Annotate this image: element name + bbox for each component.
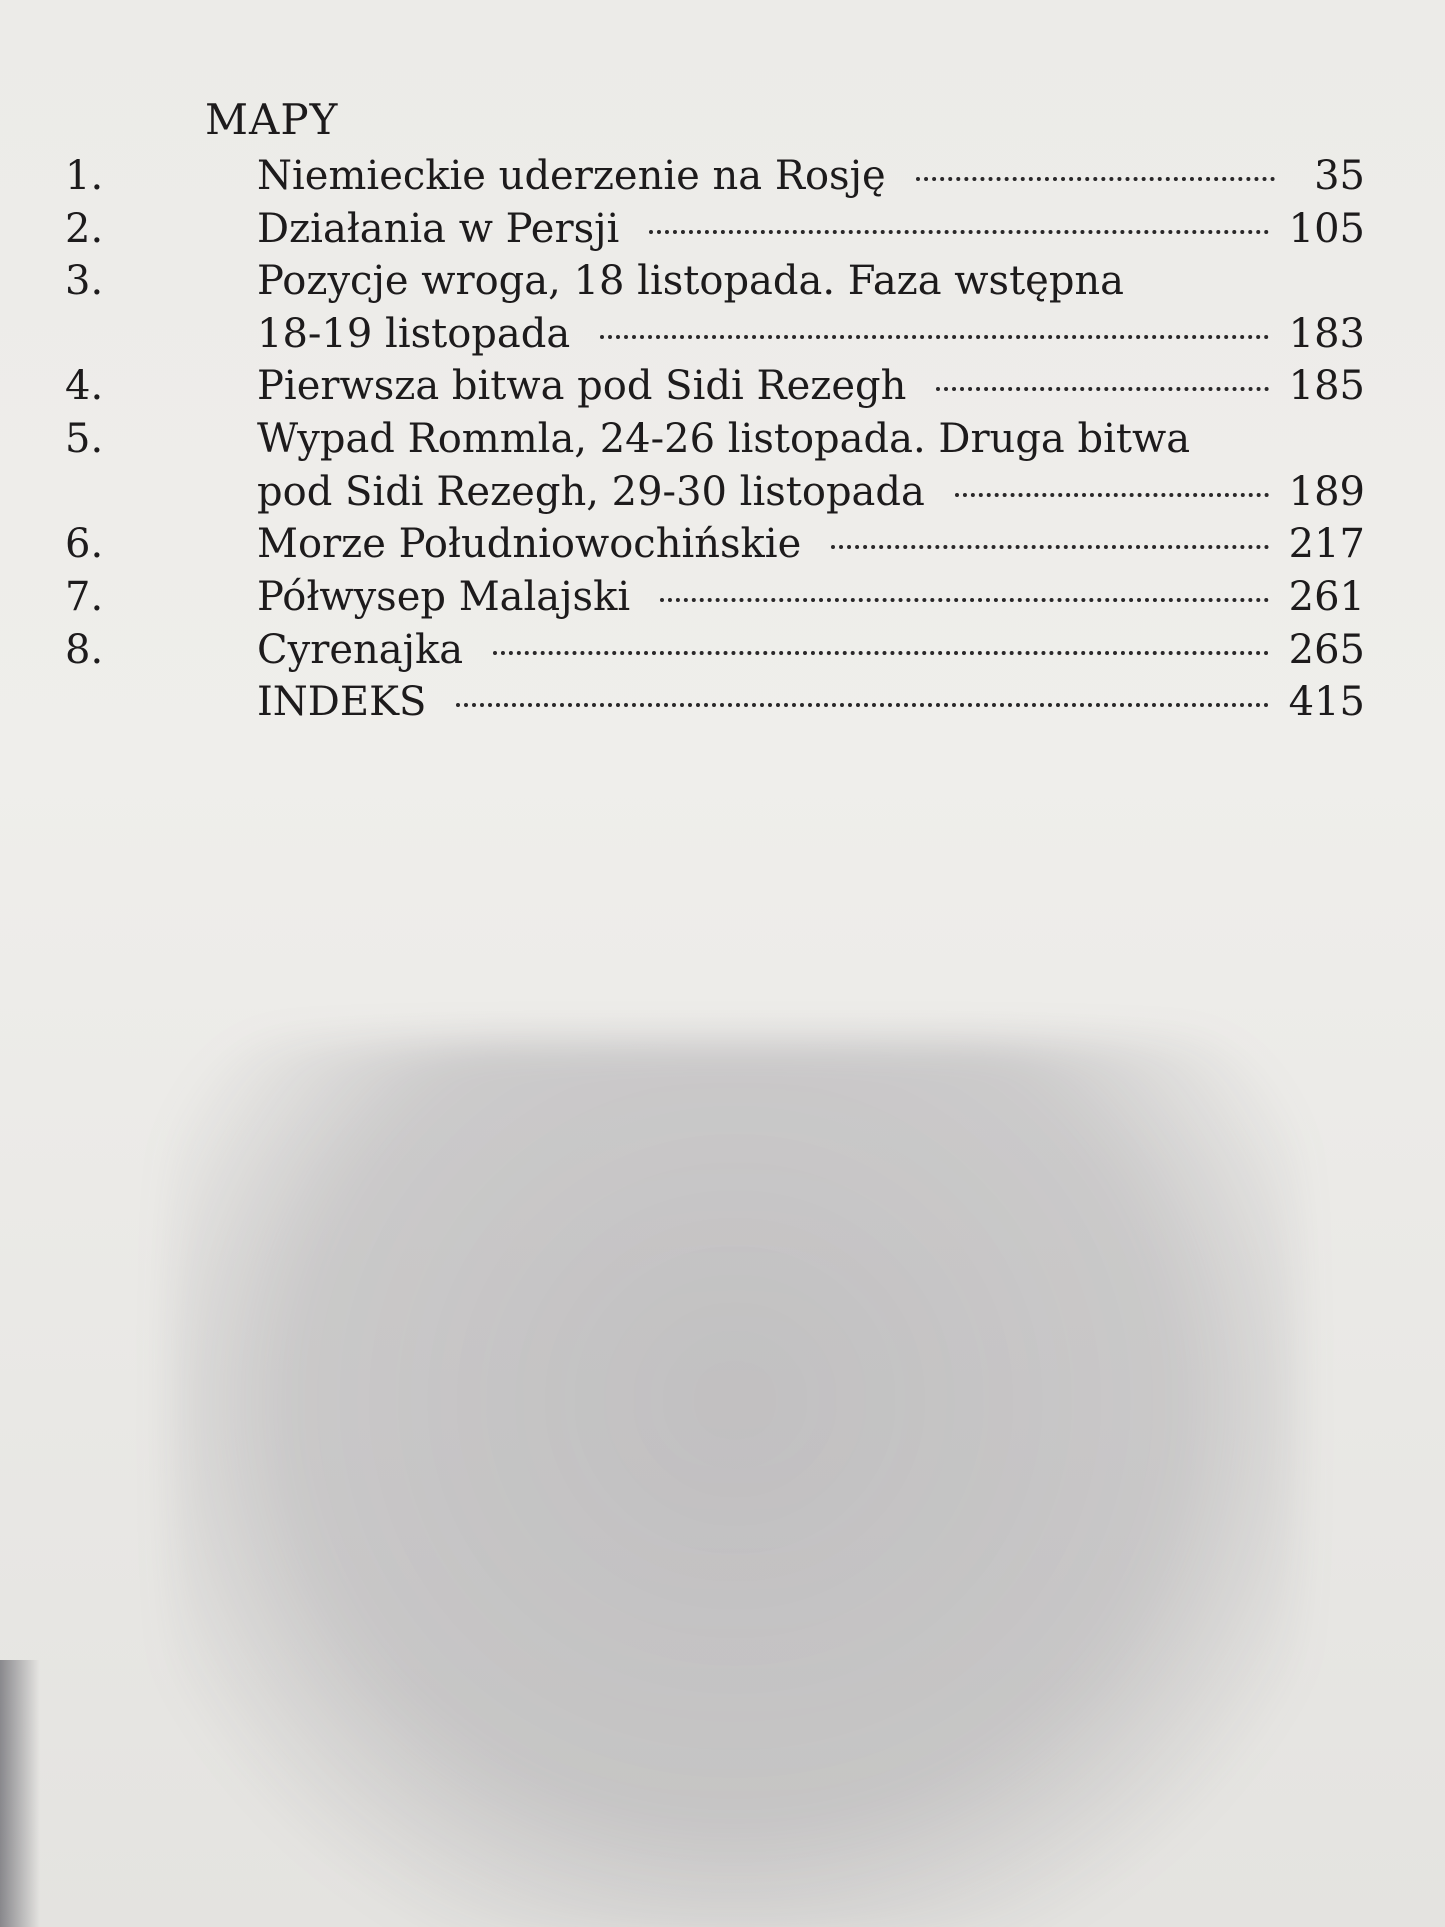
entry-page: 35 bbox=[1314, 153, 1365, 199]
entry-line bbox=[257, 363, 1365, 415]
entry-title: Cyrenajka bbox=[257, 627, 464, 673]
dot-leader bbox=[649, 230, 1268, 234]
entry-title: INDEKS bbox=[257, 679, 427, 725]
entry-page: 415 bbox=[1288, 679, 1365, 725]
entry-title: Niemieckie uderzenie na Rosję bbox=[257, 153, 886, 199]
dot-leader bbox=[600, 335, 1268, 339]
entry-number: 4. bbox=[65, 363, 104, 409]
entry-page: 185 bbox=[1288, 363, 1365, 409]
hand-shadow bbox=[170, 1040, 1300, 1927]
entry-title: Działania w Persji bbox=[257, 206, 620, 252]
entry-page: 189 bbox=[1288, 469, 1365, 515]
dot-leader bbox=[456, 703, 1268, 707]
entry-title: 18-19 listopada bbox=[257, 311, 571, 357]
entry-title: Pierwsza bitwa pod Sidi Rezegh bbox=[257, 363, 907, 409]
entry-page: 183 bbox=[1288, 311, 1365, 357]
entry-page: 217 bbox=[1288, 521, 1365, 567]
entry-number: 2. bbox=[65, 206, 104, 252]
dot-leader bbox=[955, 493, 1269, 497]
dot-leader bbox=[831, 545, 1268, 549]
entry-number: 5. bbox=[65, 416, 104, 462]
entry-number: 3. bbox=[65, 258, 104, 304]
entry-title-line1: Wypad Rommla, 24-26 listopada. Druga bitwa bbox=[257, 416, 1191, 462]
entry-number: 6. bbox=[65, 521, 104, 567]
entry-number: 1. bbox=[65, 153, 104, 199]
entry-title: pod Sidi Rezegh, 29-30 listopada bbox=[257, 469, 925, 515]
entry-page: 105 bbox=[1288, 206, 1365, 252]
edge-shadow bbox=[0, 1660, 40, 1927]
section-title: MAPY bbox=[205, 95, 339, 144]
entry-line bbox=[257, 627, 1365, 679]
entry-title: Morze Południowochińskie bbox=[257, 521, 802, 567]
entry-line bbox=[257, 469, 1365, 521]
dot-leader bbox=[660, 598, 1269, 602]
dot-leader bbox=[916, 177, 1275, 181]
entry-title: Półwysep Malajski bbox=[257, 574, 631, 620]
entry-number: 7. bbox=[65, 574, 104, 620]
entry-title-line1: Pozycje wroga, 18 listopada. Faza wstępna bbox=[257, 258, 1125, 304]
entry-number: 8. bbox=[65, 627, 104, 673]
entry-line bbox=[257, 521, 1365, 573]
entry-line bbox=[257, 206, 1365, 258]
entry-page: 261 bbox=[1288, 574, 1365, 620]
dot-leader bbox=[493, 651, 1269, 655]
entry-line bbox=[257, 679, 1365, 731]
entry-page: 265 bbox=[1288, 627, 1365, 673]
entry-line bbox=[257, 574, 1365, 626]
entry-line bbox=[257, 311, 1365, 363]
entry-line bbox=[257, 153, 1365, 205]
dot-leader bbox=[936, 387, 1268, 391]
